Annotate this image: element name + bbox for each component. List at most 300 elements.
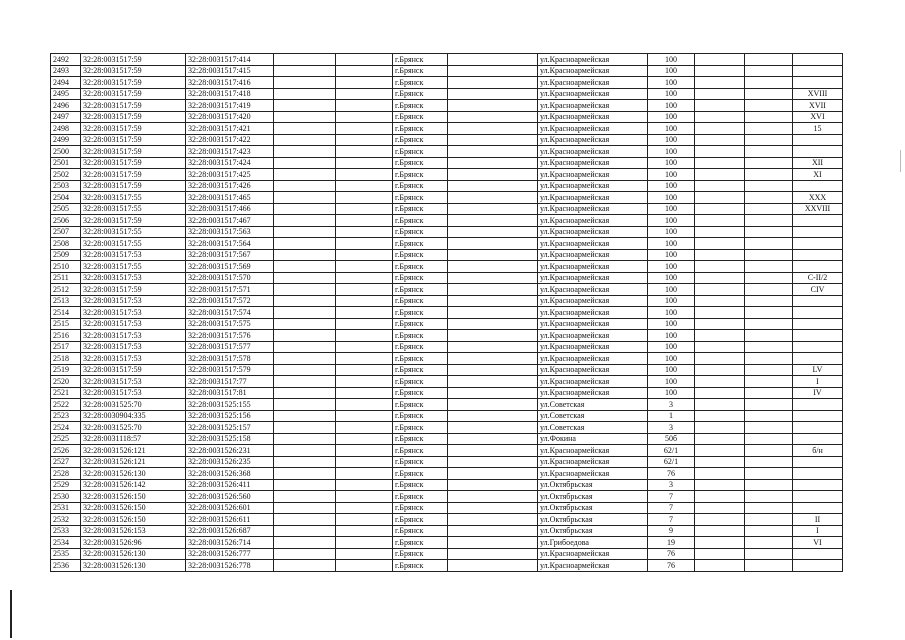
row-number-cell: 2517 — [51, 341, 81, 353]
empty-cell — [448, 226, 538, 238]
empty-cell — [448, 180, 538, 192]
empty-cell — [695, 157, 745, 169]
block-number-cell: 32:28:0031517:59 — [81, 134, 186, 146]
empty-cell — [695, 399, 745, 411]
empty-cell — [745, 364, 793, 376]
cadastral-number-cell: 32:28:0031525:155 — [186, 399, 274, 411]
empty-cell — [695, 238, 745, 250]
empty-cell — [695, 284, 745, 296]
empty-cell — [274, 100, 336, 112]
empty-cell — [695, 111, 745, 123]
empty-cell — [745, 422, 793, 434]
empty-cell — [274, 180, 336, 192]
empty-cell — [448, 203, 538, 215]
block-number-cell: 32:28:0031517:53 — [81, 387, 186, 399]
house-number-cell: 62/1 — [648, 456, 695, 468]
table-row — [51, 180, 843, 192]
empty-cell — [336, 215, 393, 227]
room-number-cell: 15 — [793, 123, 843, 135]
room-number-cell: б/н — [793, 445, 843, 457]
street-cell: ул.Красноармейская — [538, 88, 648, 100]
table-row — [51, 65, 843, 77]
empty-cell — [448, 77, 538, 89]
house-number-cell: 3 — [648, 479, 695, 491]
empty-cell — [745, 445, 793, 457]
street-cell: ул.Красноармейская — [538, 192, 648, 204]
street-cell: ул.Красноармейская — [538, 387, 648, 399]
empty-cell — [274, 502, 336, 514]
house-number-cell: 19 — [648, 537, 695, 549]
empty-cell — [448, 249, 538, 261]
row-number-cell: 2500 — [51, 146, 81, 158]
cadastral-number-cell: 32:28:0031517:579 — [186, 364, 274, 376]
room-number-cell — [793, 54, 843, 66]
table-row — [51, 560, 843, 572]
city-cell: г.Брянск — [393, 134, 448, 146]
house-number-cell: 100 — [648, 192, 695, 204]
empty-cell — [274, 203, 336, 215]
empty-cell — [448, 548, 538, 560]
empty-cell — [448, 399, 538, 411]
city-cell: г.Брянск — [393, 341, 448, 353]
empty-cell — [448, 525, 538, 537]
cadastral-number-cell: 32:28:0031517:77 — [186, 376, 274, 388]
empty-cell — [274, 192, 336, 204]
house-number-cell: 76 — [648, 560, 695, 572]
empty-cell — [336, 410, 393, 422]
block-number-cell: 32:28:0031517:55 — [81, 192, 186, 204]
empty-cell — [745, 238, 793, 250]
room-number-cell: VI — [793, 537, 843, 549]
room-number-cell — [793, 399, 843, 411]
house-number-cell: 100 — [648, 341, 695, 353]
street-cell: ул.Красноармейская — [538, 456, 648, 468]
cadastral-number-cell: 32:28:0031517:466 — [186, 203, 274, 215]
row-number-cell: 2520 — [51, 376, 81, 388]
cadastral-number-cell: 32:28:0031517:575 — [186, 318, 274, 330]
empty-cell — [745, 180, 793, 192]
street-cell: ул.Красноармейская — [538, 272, 648, 284]
table-row — [51, 468, 843, 480]
empty-cell — [336, 77, 393, 89]
empty-cell — [336, 341, 393, 353]
empty-cell — [274, 77, 336, 89]
cadastral-number-cell: 32:28:0031517:424 — [186, 157, 274, 169]
room-number-cell — [793, 410, 843, 422]
empty-cell — [448, 468, 538, 480]
empty-cell — [745, 330, 793, 342]
empty-cell — [448, 134, 538, 146]
empty-cell — [745, 376, 793, 388]
empty-cell — [695, 272, 745, 284]
house-number-cell: 100 — [648, 77, 695, 89]
block-number-cell: 32:28:0031517:55 — [81, 203, 186, 215]
empty-cell — [745, 284, 793, 296]
empty-cell — [448, 307, 538, 319]
block-number-cell: 32:28:0031526:130 — [81, 468, 186, 480]
house-number-cell: 50б — [648, 433, 695, 445]
empty-cell — [274, 88, 336, 100]
house-number-cell: 100 — [648, 169, 695, 181]
street-cell: ул.Красноармейская — [538, 341, 648, 353]
empty-cell — [695, 479, 745, 491]
table-row — [51, 249, 843, 261]
city-cell: г.Брянск — [393, 169, 448, 181]
empty-cell — [448, 364, 538, 376]
cadastral-number-cell: 32:28:0031517:564 — [186, 238, 274, 250]
empty-cell — [274, 215, 336, 227]
table-row — [51, 169, 843, 181]
row-number-cell: 2522 — [51, 399, 81, 411]
empty-cell — [274, 261, 336, 273]
empty-cell — [274, 560, 336, 572]
empty-cell — [448, 284, 538, 296]
cadastral-number-cell: 32:28:0031526:777 — [186, 548, 274, 560]
empty-cell — [695, 514, 745, 526]
city-cell: г.Брянск — [393, 249, 448, 261]
empty-cell — [448, 491, 538, 503]
empty-cell — [695, 318, 745, 330]
table-row — [51, 387, 843, 399]
margin-tick-mark — [900, 150, 901, 172]
empty-cell — [448, 100, 538, 112]
block-number-cell: 32:28:0031517:59 — [81, 65, 186, 77]
house-number-cell: 100 — [648, 157, 695, 169]
block-number-cell: 32:28:0031517:59 — [81, 169, 186, 181]
house-number-cell: 100 — [648, 123, 695, 135]
empty-cell — [695, 261, 745, 273]
empty-cell — [695, 100, 745, 112]
table-row — [51, 548, 843, 560]
empty-cell — [274, 111, 336, 123]
block-number-cell: 32:28:0031525:70 — [81, 399, 186, 411]
block-number-cell: 32:28:0031517:53 — [81, 376, 186, 388]
city-cell: г.Брянск — [393, 410, 448, 422]
block-number-cell: 32:28:0031517:53 — [81, 341, 186, 353]
table-row — [51, 479, 843, 491]
cadastral-number-cell: 32:28:0031517:415 — [186, 65, 274, 77]
street-cell: ул.Октябрьская — [538, 514, 648, 526]
empty-cell — [745, 111, 793, 123]
empty-cell — [336, 560, 393, 572]
empty-cell — [745, 65, 793, 77]
empty-cell — [695, 341, 745, 353]
empty-cell — [745, 514, 793, 526]
empty-cell — [336, 468, 393, 480]
cadastral-number-cell: 32:28:0031517:567 — [186, 249, 274, 261]
empty-cell — [274, 295, 336, 307]
table-row — [51, 330, 843, 342]
empty-cell — [745, 560, 793, 572]
empty-cell — [448, 111, 538, 123]
table-row — [51, 491, 843, 503]
empty-cell — [695, 88, 745, 100]
empty-cell — [448, 65, 538, 77]
house-number-cell: 100 — [648, 376, 695, 388]
block-number-cell: 32:28:0031525:70 — [81, 422, 186, 434]
empty-cell — [274, 410, 336, 422]
city-cell: г.Брянск — [393, 560, 448, 572]
table-row — [51, 376, 843, 388]
empty-cell — [274, 226, 336, 238]
street-cell: ул.Красноармейская — [538, 560, 648, 572]
empty-cell — [695, 410, 745, 422]
row-number-cell: 2526 — [51, 445, 81, 457]
block-number-cell: 32:28:0031526:121 — [81, 456, 186, 468]
room-number-cell — [793, 180, 843, 192]
row-number-cell: 2504 — [51, 192, 81, 204]
street-cell: ул.Красноармейская — [538, 169, 648, 181]
room-number-cell — [793, 307, 843, 319]
row-number-cell: 2531 — [51, 502, 81, 514]
empty-cell — [745, 77, 793, 89]
empty-cell — [695, 180, 745, 192]
street-cell: ул.Красноармейская — [538, 307, 648, 319]
city-cell: г.Брянск — [393, 100, 448, 112]
cadastral-number-cell: 32:28:0031526:235 — [186, 456, 274, 468]
block-number-cell: 32:28:0031517:55 — [81, 238, 186, 250]
empty-cell — [695, 249, 745, 261]
block-number-cell: 32:28:0031517:59 — [81, 88, 186, 100]
row-number-cell: 2527 — [51, 456, 81, 468]
empty-cell — [745, 433, 793, 445]
table-row — [51, 54, 843, 66]
row-number-cell: 2515 — [51, 318, 81, 330]
row-number-cell: 2510 — [51, 261, 81, 273]
empty-cell — [695, 502, 745, 514]
empty-cell — [745, 525, 793, 537]
empty-cell — [695, 445, 745, 457]
room-number-cell — [793, 65, 843, 77]
empty-cell — [695, 376, 745, 388]
empty-cell — [274, 548, 336, 560]
cadastral-number-cell: 32:28:0031526:611 — [186, 514, 274, 526]
table-row — [51, 537, 843, 549]
city-cell: г.Брянск — [393, 111, 448, 123]
room-number-cell: XXVIII — [793, 203, 843, 215]
city-cell: г.Брянск — [393, 123, 448, 135]
empty-cell — [274, 65, 336, 77]
empty-cell — [695, 77, 745, 89]
house-number-cell: 100 — [648, 54, 695, 66]
house-number-cell: 9 — [648, 525, 695, 537]
room-number-cell — [793, 422, 843, 434]
row-number-cell: 2516 — [51, 330, 81, 342]
empty-cell — [336, 318, 393, 330]
empty-cell — [274, 433, 336, 445]
empty-cell — [274, 134, 336, 146]
city-cell: г.Брянск — [393, 479, 448, 491]
table-row — [51, 525, 843, 537]
house-number-cell: 100 — [648, 134, 695, 146]
room-number-cell: XXX — [793, 192, 843, 204]
city-cell: г.Брянск — [393, 261, 448, 273]
house-number-cell: 100 — [648, 261, 695, 273]
city-cell: г.Брянск — [393, 65, 448, 77]
room-number-cell: CIV — [793, 284, 843, 296]
empty-cell — [448, 445, 538, 457]
room-number-cell — [793, 238, 843, 250]
city-cell: г.Брянск — [393, 445, 448, 457]
empty-cell — [448, 261, 538, 273]
city-cell: г.Брянск — [393, 272, 448, 284]
row-number-cell: 2521 — [51, 387, 81, 399]
block-number-cell: 32:28:0031517:53 — [81, 330, 186, 342]
house-number-cell: 76 — [648, 548, 695, 560]
house-number-cell: 3 — [648, 422, 695, 434]
street-cell: ул.Красноармейская — [538, 100, 648, 112]
empty-cell — [448, 410, 538, 422]
cadastral-number-cell: 32:28:0031517:563 — [186, 226, 274, 238]
street-cell: ул.Красноармейская — [538, 284, 648, 296]
street-cell: ул.Красноармейская — [538, 353, 648, 365]
empty-cell — [336, 376, 393, 388]
street-cell: ул.Красноармейская — [538, 146, 648, 158]
street-cell: ул.Красноармейская — [538, 376, 648, 388]
street-cell: ул.Красноармейская — [538, 203, 648, 215]
table-row — [51, 514, 843, 526]
room-number-cell: XII — [793, 157, 843, 169]
block-number-cell: 32:28:0031517:59 — [81, 146, 186, 158]
street-cell: ул.Красноармейская — [538, 548, 648, 560]
block-number-cell: 32:28:0031517:59 — [81, 364, 186, 376]
empty-cell — [448, 502, 538, 514]
register-table — [50, 53, 843, 572]
table-row — [51, 422, 843, 434]
empty-cell — [274, 537, 336, 549]
block-number-cell: 32:28:0031517:59 — [81, 215, 186, 227]
block-number-cell: 32:28:0031526:150 — [81, 491, 186, 503]
empty-cell — [448, 433, 538, 445]
room-number-cell — [793, 146, 843, 158]
house-number-cell: 100 — [648, 88, 695, 100]
block-number-cell: 32:28:0031517:53 — [81, 295, 186, 307]
empty-cell — [336, 180, 393, 192]
street-cell: ул.Октябрьская — [538, 491, 648, 503]
empty-cell — [274, 238, 336, 250]
empty-cell — [336, 261, 393, 273]
empty-cell — [695, 491, 745, 503]
city-cell: г.Брянск — [393, 502, 448, 514]
empty-cell — [448, 192, 538, 204]
room-number-cell — [793, 548, 843, 560]
table-row — [51, 318, 843, 330]
room-number-cell — [793, 77, 843, 89]
cadastral-number-cell: 32:28:0031525:157 — [186, 422, 274, 434]
row-number-cell: 2511 — [51, 272, 81, 284]
block-number-cell: 32:28:0031526:150 — [81, 514, 186, 526]
street-cell: ул.Красноармейская — [538, 238, 648, 250]
empty-cell — [695, 364, 745, 376]
empty-cell — [274, 445, 336, 457]
empty-cell — [336, 353, 393, 365]
block-number-cell: 32:28:0031517:53 — [81, 318, 186, 330]
empty-cell — [695, 203, 745, 215]
empty-cell — [274, 330, 336, 342]
row-number-cell: 2493 — [51, 65, 81, 77]
empty-cell — [448, 272, 538, 284]
row-number-cell: 2535 — [51, 548, 81, 560]
house-number-cell: 7 — [648, 514, 695, 526]
city-cell: г.Брянск — [393, 284, 448, 296]
city-cell: г.Брянск — [393, 491, 448, 503]
empty-cell — [745, 169, 793, 181]
cadastral-number-cell: 32:28:0031525:156 — [186, 410, 274, 422]
table-row — [51, 77, 843, 89]
empty-cell — [336, 433, 393, 445]
cadastral-number-cell: 32:28:0031517:81 — [186, 387, 274, 399]
empty-cell — [695, 146, 745, 158]
street-cell: ул.Красноармейская — [538, 445, 648, 457]
house-number-cell: 100 — [648, 330, 695, 342]
empty-cell — [745, 456, 793, 468]
row-number-cell: 2492 — [51, 54, 81, 66]
room-number-cell — [793, 491, 843, 503]
empty-cell — [695, 307, 745, 319]
block-number-cell: 32:28:0031517:59 — [81, 111, 186, 123]
empty-cell — [336, 88, 393, 100]
cadastral-number-cell: 32:28:0031526:560 — [186, 491, 274, 503]
empty-cell — [274, 341, 336, 353]
cadastral-number-cell: 32:28:0031517:422 — [186, 134, 274, 146]
street-cell: ул.Фокина — [538, 433, 648, 445]
city-cell: г.Брянск — [393, 399, 448, 411]
empty-cell — [336, 169, 393, 181]
empty-cell — [336, 387, 393, 399]
table-row — [51, 295, 843, 307]
table-row — [51, 433, 843, 445]
empty-cell — [336, 364, 393, 376]
city-cell: г.Брянск — [393, 456, 448, 468]
empty-cell — [336, 445, 393, 457]
empty-cell — [448, 456, 538, 468]
table-row — [51, 502, 843, 514]
room-number-cell: IV — [793, 387, 843, 399]
cadastral-number-cell: 32:28:0031517:576 — [186, 330, 274, 342]
empty-cell — [745, 387, 793, 399]
house-number-cell: 100 — [648, 111, 695, 123]
empty-cell — [274, 514, 336, 526]
table-row — [51, 410, 843, 422]
city-cell: г.Брянск — [393, 307, 448, 319]
city-cell: г.Брянск — [393, 514, 448, 526]
empty-cell — [745, 215, 793, 227]
house-number-cell: 100 — [648, 215, 695, 227]
row-number-cell: 2523 — [51, 410, 81, 422]
cadastral-number-cell: 32:28:0031517:416 — [186, 77, 274, 89]
empty-cell — [274, 353, 336, 365]
empty-cell — [695, 330, 745, 342]
table-row — [51, 192, 843, 204]
room-number-cell — [793, 560, 843, 572]
city-cell: г.Брянск — [393, 537, 448, 549]
empty-cell — [336, 272, 393, 284]
room-number-cell — [793, 433, 843, 445]
empty-cell — [448, 88, 538, 100]
empty-cell — [274, 456, 336, 468]
room-number-cell: LV — [793, 364, 843, 376]
empty-cell — [448, 422, 538, 434]
city-cell: г.Брянск — [393, 54, 448, 66]
block-number-cell: 32:28:0031526:153 — [81, 525, 186, 537]
empty-cell — [448, 376, 538, 388]
house-number-cell: 100 — [648, 249, 695, 261]
empty-cell — [274, 54, 336, 66]
city-cell: г.Брянск — [393, 157, 448, 169]
house-number-cell: 100 — [648, 284, 695, 296]
empty-cell — [695, 123, 745, 135]
room-number-cell — [793, 502, 843, 514]
